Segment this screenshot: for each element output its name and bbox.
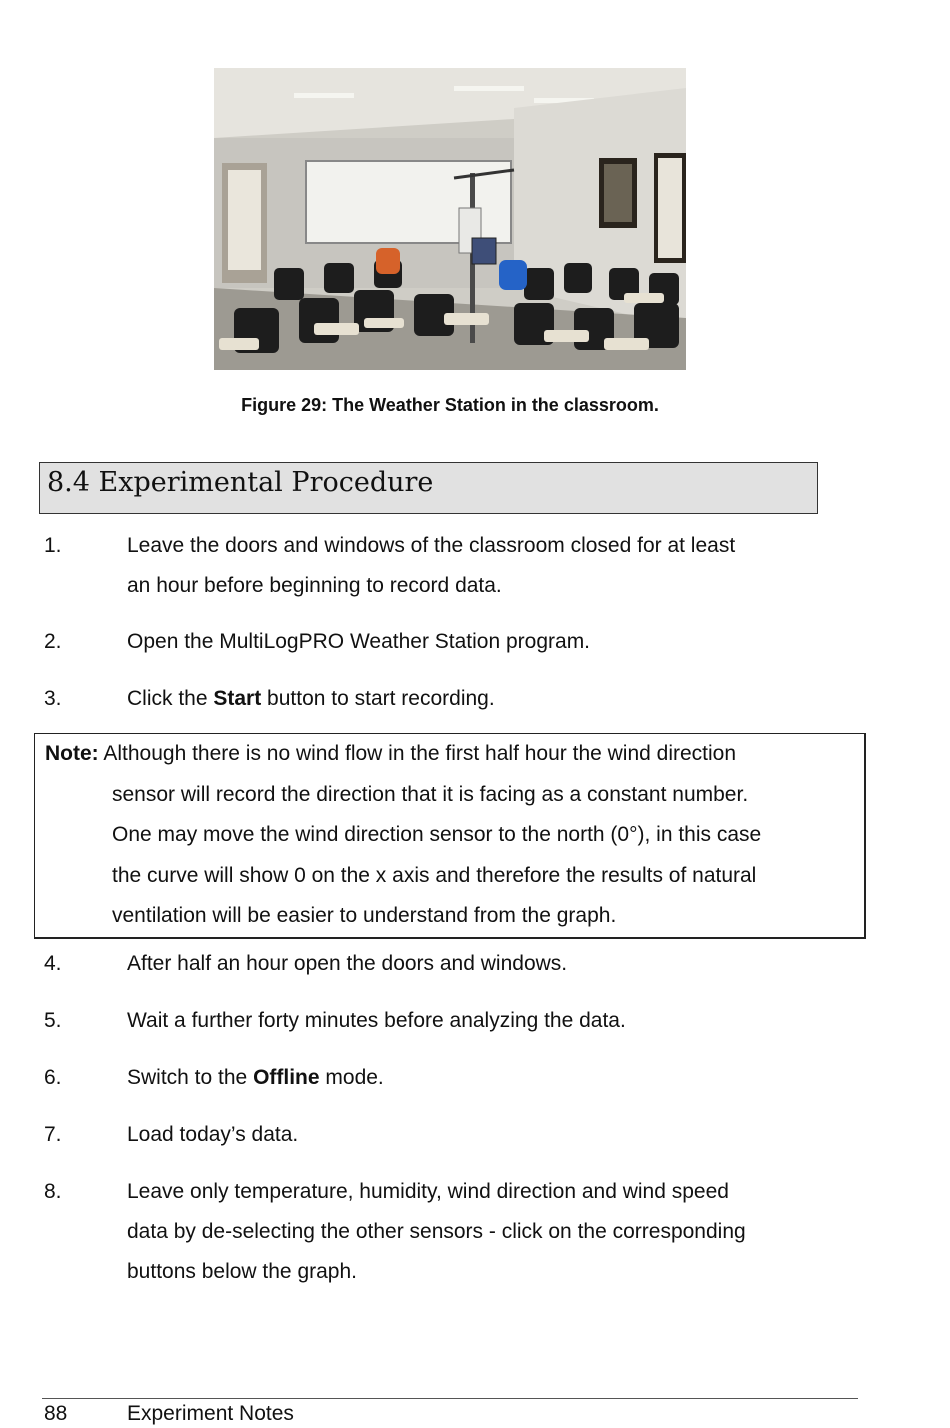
step-text [127,1172,817,1292]
step-number: 3. [44,687,62,710]
note-line: sensor will record the direction that it is facing as a constant number. [112,782,749,806]
note-label: Note: [45,742,99,765]
page-number: 88 [44,1402,68,1425]
classroom-photo [214,68,686,370]
step-text: Load today’s data. [127,1123,299,1146]
note-line: ventilation will be easier to understand from the graph. [112,904,617,927]
step-text-line: buttons below the graph. [127,1260,357,1283]
step-text [127,1058,817,1098]
step-number: 2. [44,630,62,653]
step-text-bold: Offline [253,1066,320,1089]
note-line: the curve will show 0 on the x axis and therefore the results of natural [112,863,757,887]
step-text: Wait a further forty minutes before analyzing the data. [127,1009,626,1032]
step-text-line: Leave only temperature, humidity, wind direction and wind speed [127,1180,729,1203]
step-text-post: button to start recording. [261,687,495,710]
step-text-line: Leave the doors and windows of the classroom closed for at least [127,534,736,557]
step-text [127,526,817,606]
step-number: 1. [44,534,62,557]
step-text-pre: Switch to the [127,1066,254,1089]
step-text [127,679,817,719]
figure-caption: Figure 29: The Weather Station in the classroom. [241,395,659,415]
step-text-line: an hour before beginning to record data. [127,574,502,597]
step-text-pre: Click the [127,687,214,710]
section-title: 8.4 Experimental Procedure [47,467,434,498]
step-text-bold: Start [213,687,262,710]
note-first-line [45,734,845,775]
note-box [34,733,866,939]
footer-title: Experiment Notes [127,1402,294,1425]
note-line: Although there is no wind flow in the first half hour the wind direction [98,742,737,765]
note-line: One may move the wind direction sensor to the north (0°), in this case [112,823,762,846]
step-text: After half an hour open the doors and windows. [127,952,568,975]
footer-divider [42,1398,858,1399]
step-text: Open the MultiLogPRO Weather Station program. [127,630,591,653]
section-header [39,462,818,514]
step-number: 5. [44,1009,62,1032]
step-number: 7. [44,1123,62,1146]
step-text-post: mode. [319,1066,384,1089]
step-text-line: data by de-selecting the other sensors - click on the corresponding [127,1220,746,1243]
step-number: 4. [44,952,62,975]
step-number: 8. [44,1180,62,1203]
step-number: 6. [44,1066,62,1089]
